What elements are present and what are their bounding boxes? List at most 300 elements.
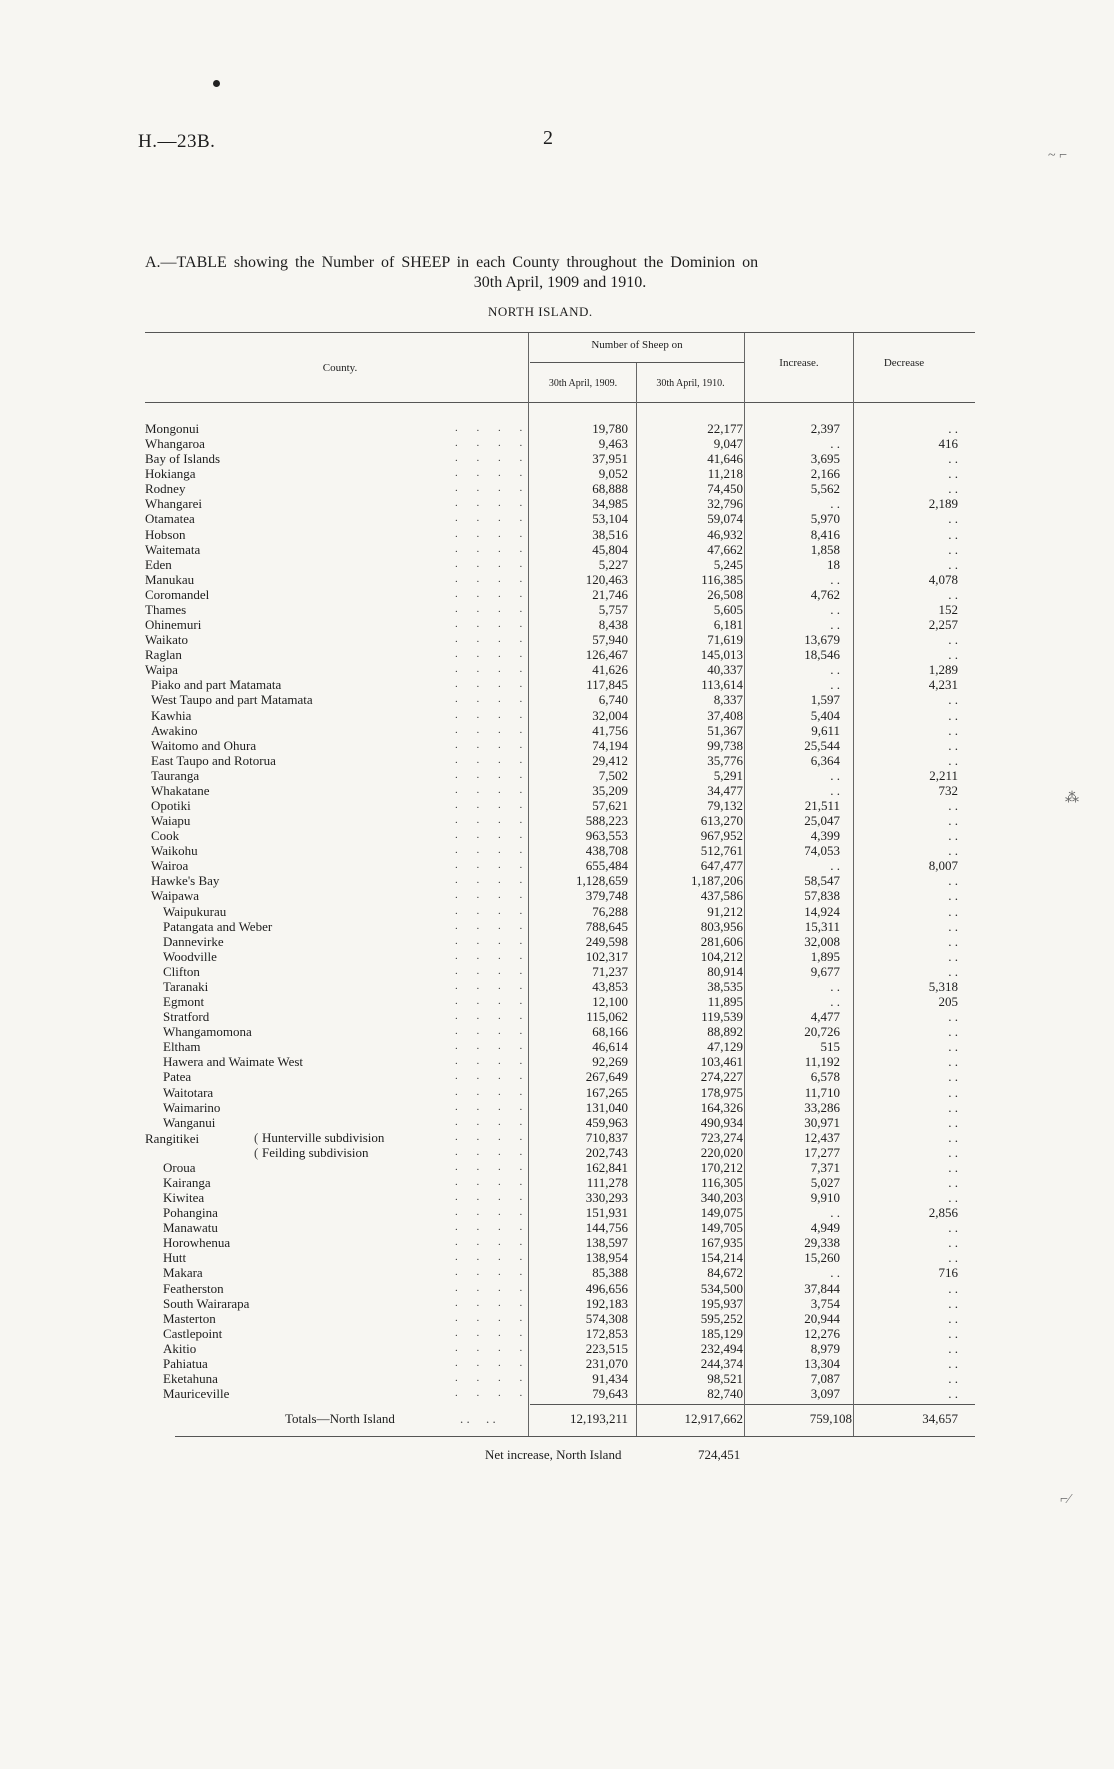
table-row bbox=[0, 723, 1000, 738]
decrease-value: . . bbox=[948, 919, 958, 934]
margin-mark: ⁂ bbox=[1065, 791, 1079, 806]
increase-value: . . bbox=[830, 783, 840, 798]
county-name: Oroua bbox=[163, 1160, 196, 1175]
table-row bbox=[0, 1220, 1000, 1235]
sheep-1909: 379,748 bbox=[585, 888, 628, 903]
increase-value: 32,008 bbox=[804, 934, 840, 949]
sheep-1910: 84,672 bbox=[707, 1265, 743, 1280]
sheep-1910: 723,274 bbox=[700, 1130, 743, 1145]
leader-dots: . . . . bbox=[455, 935, 531, 947]
increase-value: 5,562 bbox=[810, 481, 840, 496]
totals-top-rule bbox=[530, 1404, 975, 1405]
leader-dots: . . . . bbox=[455, 1357, 531, 1369]
table-row bbox=[0, 1265, 1000, 1280]
sheep-1909: 21,746 bbox=[592, 587, 628, 602]
increase-value: 74,053 bbox=[804, 843, 840, 858]
sheep-1909: 144,756 bbox=[585, 1220, 628, 1235]
increase-value: 8,979 bbox=[810, 1341, 840, 1356]
increase-value: 9,611 bbox=[811, 723, 840, 738]
decrease-value: . . bbox=[948, 1145, 958, 1160]
sheep-1909: 138,597 bbox=[585, 1235, 628, 1250]
sheep-1910: 967,952 bbox=[700, 828, 743, 843]
county-name: Mongonui bbox=[145, 421, 200, 436]
sheep-1910: 232,494 bbox=[700, 1341, 743, 1356]
increase-value: . . bbox=[830, 436, 840, 451]
sheep-1909: 57,621 bbox=[592, 798, 628, 813]
decrease-value: . . bbox=[948, 904, 958, 919]
table-row bbox=[0, 888, 1000, 903]
header-bottom-rule bbox=[145, 402, 975, 403]
sheep-1909: 53,104 bbox=[592, 511, 628, 526]
decrease-value: . . bbox=[948, 511, 958, 526]
decrease-value: . . bbox=[948, 632, 958, 647]
leader-dots: . . . . bbox=[455, 1086, 531, 1098]
increase-value: . . bbox=[830, 617, 840, 632]
increase-value: . . bbox=[830, 858, 840, 873]
decrease-value: . . bbox=[948, 888, 958, 903]
increase-value: 1,597 bbox=[810, 692, 840, 707]
sheep-1910: 6,181 bbox=[713, 617, 743, 632]
sheep-1910: 490,934 bbox=[700, 1115, 743, 1130]
leader-dots: . . . . bbox=[455, 980, 531, 992]
table-row bbox=[0, 1100, 1000, 1115]
table-row bbox=[0, 511, 1000, 526]
increase-value: 4,762 bbox=[810, 587, 840, 602]
decrease-value: 2,257 bbox=[928, 617, 958, 632]
col-1910-header: 30th April, 1910. bbox=[656, 378, 725, 389]
decrease-value: . . bbox=[948, 1069, 958, 1084]
table-row bbox=[0, 783, 1000, 798]
sheep-1910: 34,477 bbox=[707, 783, 743, 798]
county-name: Makara bbox=[163, 1265, 203, 1280]
county-name: West Taupo and part Matamata bbox=[151, 692, 313, 707]
table-row bbox=[0, 587, 1000, 602]
county-name: Dannevirke bbox=[163, 934, 224, 949]
table-row bbox=[0, 677, 1000, 692]
table-row bbox=[0, 994, 1000, 1009]
sheep-1910: 154,214 bbox=[700, 1250, 743, 1265]
sheep-1910: 41,646 bbox=[707, 451, 743, 466]
leader-dots: . . . . bbox=[455, 528, 531, 540]
decrease-value: 4,231 bbox=[928, 677, 958, 692]
col-1909-header: 30th April, 1909. bbox=[548, 378, 618, 389]
increase-value: 11,710 bbox=[804, 1085, 840, 1100]
increase-value: 4,399 bbox=[810, 828, 840, 843]
county-name: Waikohu bbox=[151, 843, 198, 858]
county-name: Whangarei bbox=[145, 496, 203, 511]
table-row bbox=[0, 858, 1000, 873]
decrease-value: . . bbox=[948, 692, 958, 707]
table-row bbox=[0, 662, 1000, 677]
increase-value: 17,277 bbox=[804, 1145, 840, 1160]
increase-value: 37,844 bbox=[804, 1281, 840, 1296]
sheep-1910: 22,177 bbox=[707, 421, 743, 436]
sheep-1909: 45,804 bbox=[592, 542, 628, 557]
county-name: Taranaki bbox=[163, 979, 209, 994]
sheep-1910: 195,937 bbox=[700, 1296, 743, 1311]
table-row bbox=[0, 768, 1000, 783]
sheep-1910: 220,020 bbox=[700, 1145, 743, 1160]
increase-value: 1,858 bbox=[810, 542, 840, 557]
leader-dots: . . . . bbox=[455, 1116, 531, 1128]
decrease-value: . . bbox=[948, 1024, 958, 1039]
totals-decrease: 34,657 bbox=[922, 1411, 958, 1426]
leader-dots: . . . . bbox=[455, 1221, 531, 1233]
decrease-value: . . bbox=[948, 964, 958, 979]
sheep-1909: 79,643 bbox=[592, 1386, 628, 1401]
table-row bbox=[0, 904, 1000, 919]
leader-dots: . . . . bbox=[455, 1010, 531, 1022]
sheep-1909: 46,614 bbox=[592, 1039, 628, 1054]
sheep-1910: 170,212 bbox=[700, 1160, 743, 1175]
sheep-1909: 588,223 bbox=[585, 813, 628, 828]
county-name: Whangaroa bbox=[145, 436, 205, 451]
sheep-1910: 80,914 bbox=[707, 964, 743, 979]
county-name: Hobson bbox=[145, 527, 186, 542]
leader-dots: . . . . bbox=[455, 920, 531, 932]
sheep-1909: 8,438 bbox=[598, 617, 628, 632]
table-row bbox=[0, 466, 1000, 481]
sheep-1909: 71,237 bbox=[592, 964, 628, 979]
totals-1909: 12,193,211 bbox=[569, 1411, 628, 1426]
sheep-1909: 19,780 bbox=[592, 421, 628, 436]
sheep-1910: 26,508 bbox=[707, 587, 743, 602]
sheep-1910: 340,203 bbox=[700, 1190, 743, 1205]
county-name: Ohinemuri bbox=[145, 617, 202, 632]
net-increase-label: Net increase, North Island bbox=[485, 1447, 622, 1462]
increase-value: . . bbox=[830, 572, 840, 587]
county-name: Waitomo and Ohura bbox=[151, 738, 257, 753]
decrease-value: . . bbox=[948, 798, 958, 813]
sheep-1909: 85,388 bbox=[592, 1265, 628, 1280]
leader-dots: . . . . bbox=[455, 558, 531, 570]
table-top-rule bbox=[145, 332, 975, 333]
leader-dots: . . . . bbox=[455, 874, 531, 886]
table-row bbox=[0, 873, 1000, 888]
sheep-1910: 35,776 bbox=[707, 753, 743, 768]
county-name: Masterton bbox=[163, 1311, 216, 1326]
increase-value: 7,371 bbox=[810, 1160, 840, 1175]
table-row bbox=[0, 1326, 1000, 1341]
leader-dots: . . . . bbox=[455, 693, 531, 705]
sheep-1909: 68,888 bbox=[592, 481, 628, 496]
sheep-1910: 185,129 bbox=[700, 1326, 743, 1341]
decrease-value: . . bbox=[948, 813, 958, 828]
decrease-value: . . bbox=[948, 828, 958, 843]
table-row bbox=[0, 632, 1000, 647]
county-name: Hokianga bbox=[145, 466, 196, 481]
county-name: Awakino bbox=[151, 723, 198, 738]
table-row bbox=[0, 1235, 1000, 1250]
leader-dots: . . . . bbox=[455, 1236, 531, 1248]
decrease-value: . . bbox=[948, 1356, 958, 1371]
county-name: Whangamomona bbox=[163, 1024, 252, 1039]
table-row bbox=[0, 934, 1000, 949]
leader-dots: . . . . bbox=[455, 724, 531, 736]
leader-dots: . . . . bbox=[455, 512, 531, 524]
sheep-1910: 244,374 bbox=[700, 1356, 743, 1371]
table-row bbox=[0, 1145, 1000, 1160]
decrease-value: 732 bbox=[938, 783, 958, 798]
leader-dots: . . . . bbox=[455, 844, 531, 856]
county-name: Patea bbox=[163, 1069, 192, 1084]
sheep-1909: 74,194 bbox=[592, 738, 628, 753]
decrease-value: . . bbox=[948, 1386, 958, 1401]
increase-value: . . bbox=[830, 1265, 840, 1280]
sheep-1909: 963,553 bbox=[585, 828, 628, 843]
sheep-1909: 167,265 bbox=[585, 1085, 628, 1100]
leader-dots: . . . . bbox=[455, 633, 531, 645]
table-row bbox=[0, 753, 1000, 768]
sheep-1909: 102,317 bbox=[585, 949, 628, 964]
decrease-value: . . bbox=[948, 527, 958, 542]
leader-dots: . . . . bbox=[455, 769, 531, 781]
leader-dots: . . . . bbox=[455, 739, 531, 751]
sheep-1909: 29,412 bbox=[592, 753, 628, 768]
subheader-rule bbox=[530, 362, 744, 363]
leader-dots: . . . . bbox=[455, 678, 531, 690]
increase-value: 20,726 bbox=[804, 1024, 840, 1039]
table-row bbox=[0, 1054, 1000, 1069]
sheep-1910: 79,132 bbox=[707, 798, 743, 813]
sheep-1909: 710,837 bbox=[585, 1130, 628, 1145]
increase-value: 5,970 bbox=[810, 511, 840, 526]
leader-dots: . . . . bbox=[455, 1191, 531, 1203]
sheep-1910: 595,252 bbox=[700, 1311, 743, 1326]
decrease-header: Decrease bbox=[883, 357, 925, 369]
leader-dots: . . . . bbox=[455, 497, 531, 509]
increase-value: 5,027 bbox=[810, 1175, 840, 1190]
decrease-value: . . bbox=[948, 723, 958, 738]
sheep-1910: 5,291 bbox=[713, 768, 743, 783]
county-name: Kawhia bbox=[151, 708, 192, 723]
increase-value: . . bbox=[830, 994, 840, 1009]
decrease-value: 416 bbox=[938, 436, 958, 451]
sheep-1909: 111,278 bbox=[586, 1175, 628, 1190]
subdivision-brace: ( bbox=[254, 1145, 259, 1160]
sheep-1910: 98,521 bbox=[707, 1371, 743, 1386]
sheep-1909: 1,128,659 bbox=[576, 873, 628, 888]
decrease-value: . . bbox=[948, 421, 958, 436]
sheep-1910: 103,461 bbox=[700, 1054, 743, 1069]
table-row bbox=[0, 451, 1000, 466]
table-row bbox=[0, 481, 1000, 496]
sheep-1910: 9,047 bbox=[713, 436, 743, 451]
sheep-1909: 57,940 bbox=[592, 632, 628, 647]
county-name: Waitotara bbox=[163, 1085, 214, 1100]
table-row bbox=[0, 1311, 1000, 1326]
increase-value: . . bbox=[830, 662, 840, 677]
sheep-1910: 167,935 bbox=[700, 1235, 743, 1250]
leader-dots: . . . . bbox=[455, 995, 531, 1007]
leader-dots: . . . . bbox=[455, 905, 531, 917]
sheep-1910: 91,212 bbox=[707, 904, 743, 919]
table-row bbox=[0, 557, 1000, 572]
leader-dots: . . . . bbox=[455, 799, 531, 811]
increase-value: 2,166 bbox=[810, 466, 840, 481]
sheep-1910: 512,761 bbox=[700, 843, 743, 858]
county-name: Thames bbox=[145, 602, 187, 617]
increase-value: 15,260 bbox=[804, 1250, 840, 1265]
sheep-1910: 164,326 bbox=[700, 1100, 743, 1115]
decrease-value: . . bbox=[948, 1311, 958, 1326]
sheep-1909: 9,463 bbox=[598, 436, 628, 451]
county-name: Kiwitea bbox=[163, 1190, 205, 1205]
decrease-value: . . bbox=[948, 451, 958, 466]
sheep-1909: 117,845 bbox=[586, 677, 628, 692]
leader-dots: . . . . bbox=[455, 1070, 531, 1082]
county-name: Waimarino bbox=[163, 1100, 221, 1115]
sheep-1910: 647,477 bbox=[700, 858, 743, 873]
increase-value: 30,971 bbox=[804, 1115, 840, 1130]
leader-dots: . . . . bbox=[455, 965, 531, 977]
table-row bbox=[0, 617, 1000, 632]
leader-dots: . . . . bbox=[455, 1372, 531, 1384]
decrease-value: . . bbox=[948, 1190, 958, 1205]
increase-value: 25,544 bbox=[804, 738, 840, 753]
increase-value: 6,578 bbox=[810, 1069, 840, 1084]
county-name: Castlepoint bbox=[163, 1326, 223, 1341]
table-row bbox=[0, 1250, 1000, 1265]
county-name: Hawera and Waimate West bbox=[163, 1054, 304, 1069]
sheep-1910: 149,075 bbox=[700, 1205, 743, 1220]
county-name: Waipawa bbox=[151, 888, 200, 903]
table-row bbox=[0, 1386, 1000, 1401]
leader-dots: . . . . bbox=[455, 1025, 531, 1037]
table-row bbox=[0, 1115, 1000, 1130]
sheep-1910: 40,337 bbox=[707, 662, 743, 677]
increase-value: . . bbox=[830, 979, 840, 994]
increase-value: 4,477 bbox=[810, 1009, 840, 1024]
sheep-1910: 82,740 bbox=[707, 1386, 743, 1401]
sheep-1910: 534,500 bbox=[700, 1281, 743, 1296]
leader-dots: . . . . bbox=[455, 1146, 531, 1158]
sheep-1910: 281,606 bbox=[700, 934, 743, 949]
table-row bbox=[0, 692, 1000, 707]
county-name: Wairoa bbox=[151, 858, 189, 873]
county-name: Stratford bbox=[163, 1009, 210, 1024]
sheep-1909: 574,308 bbox=[585, 1311, 628, 1326]
decrease-value: . . bbox=[948, 1009, 958, 1024]
table-row bbox=[0, 979, 1000, 994]
sheep-1909: 223,515 bbox=[585, 1341, 628, 1356]
decrease-value: . . bbox=[948, 1326, 958, 1341]
county-name: Waitemata bbox=[145, 542, 201, 557]
decrease-value: . . bbox=[948, 753, 958, 768]
increase-value: 12,437 bbox=[804, 1130, 840, 1145]
page-number: 2 bbox=[543, 127, 553, 149]
sheep-1910: 38,535 bbox=[707, 979, 743, 994]
county-name: Woodville bbox=[163, 949, 217, 964]
table-row bbox=[0, 1190, 1000, 1205]
table-row bbox=[0, 813, 1000, 828]
sheep-1909: 459,963 bbox=[585, 1115, 628, 1130]
county-name: Otamatea bbox=[145, 511, 195, 526]
increase-value: 12,276 bbox=[804, 1326, 840, 1341]
sheep-1910: 5,245 bbox=[713, 557, 743, 572]
totals-increase: 759,108 bbox=[809, 1411, 852, 1426]
sheep-1910: 99,738 bbox=[707, 738, 743, 753]
leader-dots: . . . . bbox=[455, 603, 531, 615]
decrease-value: . . bbox=[948, 949, 958, 964]
increase-value: 15,311 bbox=[804, 919, 840, 934]
sheep-1909: 35,209 bbox=[592, 783, 628, 798]
leader-dots: . . . . bbox=[455, 859, 531, 871]
increase-value: . . bbox=[830, 602, 840, 617]
county-name: Horowhenua bbox=[163, 1235, 231, 1250]
decrease-value: . . bbox=[948, 1281, 958, 1296]
margin-mark: ⌐⁄ bbox=[1060, 1492, 1071, 1507]
decrease-value: . . bbox=[948, 481, 958, 496]
sheep-1909: 91,434 bbox=[592, 1371, 628, 1386]
sheep-1909: 34,985 bbox=[592, 496, 628, 511]
leader-dots: . . . . bbox=[455, 1251, 531, 1263]
increase-value: . . bbox=[830, 1205, 840, 1220]
county-name: Waipa bbox=[145, 662, 178, 677]
increase-value: 3,097 bbox=[810, 1386, 840, 1401]
decrease-value: . . bbox=[948, 542, 958, 557]
sheep-1909: 76,288 bbox=[592, 904, 628, 919]
county-name: Whakatane bbox=[151, 783, 210, 798]
sheep-1910: 47,129 bbox=[707, 1039, 743, 1054]
increase-value: 25,047 bbox=[804, 813, 840, 828]
sheep-1909: 192,183 bbox=[585, 1296, 628, 1311]
table-row bbox=[0, 527, 1000, 542]
county-name: Raglan bbox=[145, 647, 182, 662]
county-name: Wanganui bbox=[163, 1115, 216, 1130]
county-name: Waikato bbox=[145, 632, 188, 647]
decrease-value: . . bbox=[948, 587, 958, 602]
sheep-1909: 438,708 bbox=[585, 843, 628, 858]
sheep-1910: 11,218 bbox=[707, 466, 743, 481]
leader-dots: . . . . bbox=[455, 1312, 531, 1324]
document-reference: H.—23B. bbox=[138, 131, 216, 152]
county-name: Feilding subdivision bbox=[262, 1145, 369, 1160]
sheep-1910: 8,337 bbox=[713, 692, 743, 707]
sheep-1910: 437,586 bbox=[700, 888, 743, 903]
decrease-value: . . bbox=[948, 873, 958, 888]
table-row bbox=[0, 843, 1000, 858]
table-row bbox=[0, 1356, 1000, 1371]
increase-value: 14,924 bbox=[804, 904, 840, 919]
table-row bbox=[0, 1341, 1000, 1356]
decrease-value: 716 bbox=[938, 1265, 958, 1280]
leader-dots: . . . . bbox=[455, 829, 531, 841]
increase-value: 515 bbox=[820, 1039, 840, 1054]
table-row bbox=[0, 1175, 1000, 1190]
totals-1910: 12,917,662 bbox=[684, 1411, 743, 1426]
sheep-1909: 138,954 bbox=[585, 1250, 628, 1265]
decrease-value: . . bbox=[948, 708, 958, 723]
decrease-value: 205 bbox=[938, 994, 958, 1009]
increase-value: . . bbox=[830, 768, 840, 783]
decrease-value: . . bbox=[948, 1220, 958, 1235]
table-row bbox=[0, 436, 1000, 451]
decrease-value: 2,856 bbox=[928, 1205, 958, 1220]
county-name: Mauriceville bbox=[163, 1386, 230, 1401]
sheep-1909: 131,040 bbox=[585, 1100, 628, 1115]
table-row bbox=[0, 1371, 1000, 1386]
leader-dots: . . . . bbox=[455, 950, 531, 962]
net-increase-value: 724,451 bbox=[698, 1447, 741, 1462]
county-name: Piako and part Matamata bbox=[151, 677, 282, 692]
decrease-value: . . bbox=[948, 1100, 958, 1115]
county-name: Eden bbox=[145, 557, 172, 572]
leader-dots: . . . . bbox=[455, 452, 531, 464]
title-line-2: 30th April, 1909 and 1910. bbox=[473, 274, 647, 291]
sheep-1909: 120,463 bbox=[585, 572, 628, 587]
sheep-1909: 43,853 bbox=[592, 979, 628, 994]
